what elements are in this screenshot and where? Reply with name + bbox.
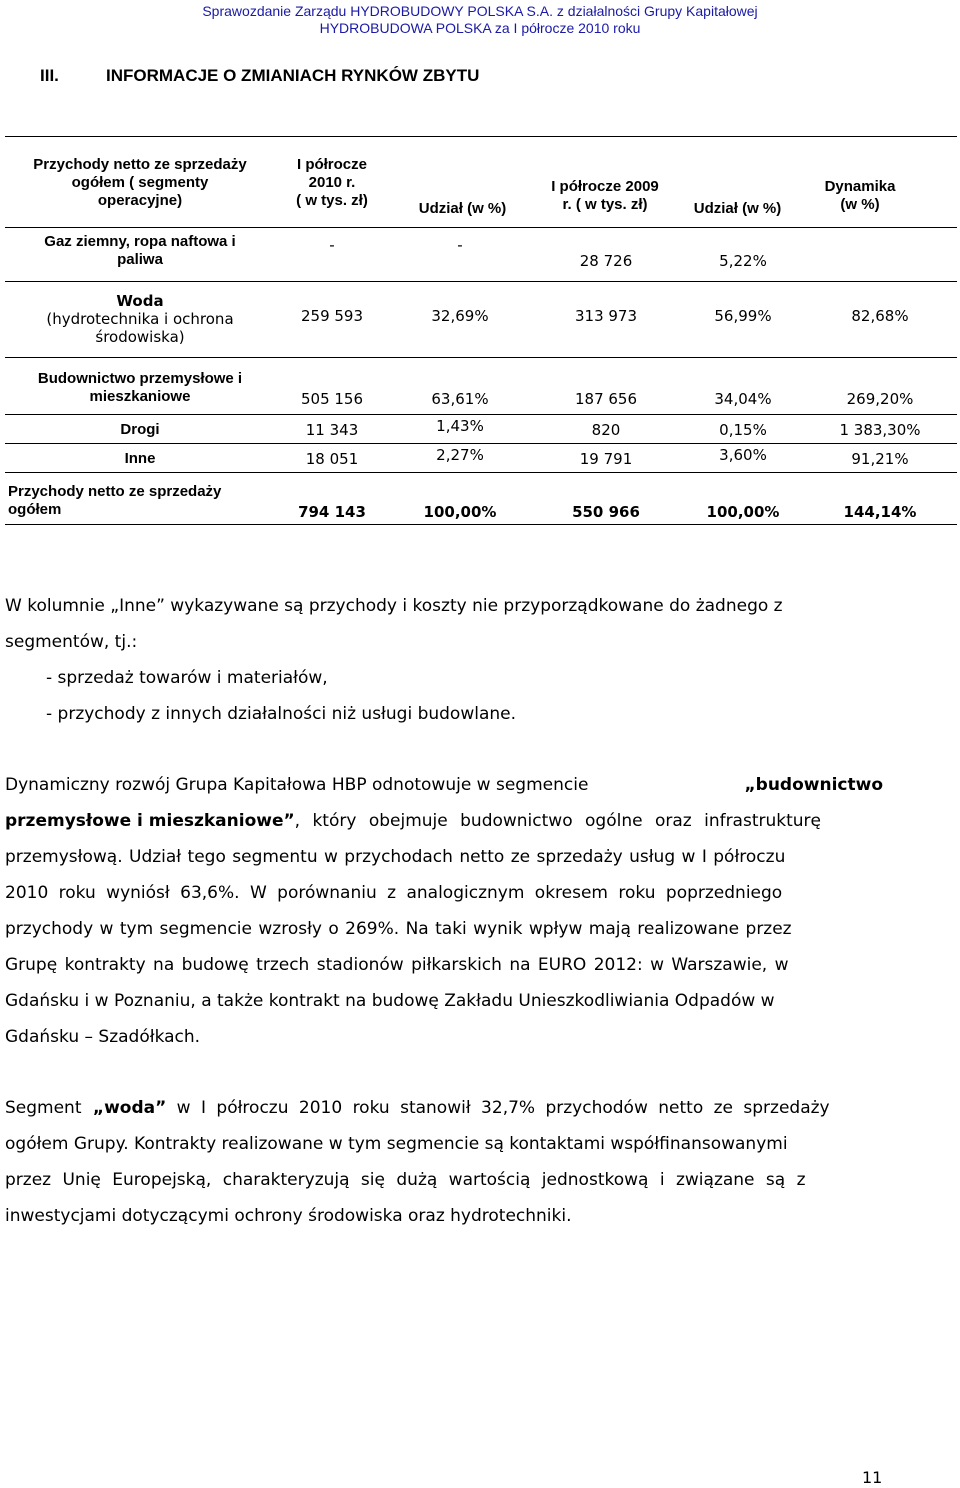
cell-share-2010: 32,69% [431,307,489,325]
row-label-line: Gaz ziemny, ropa naftowa i [44,233,236,250]
cell-dynamics: 91,21% [851,450,909,468]
cell-share-2009: 56,99% [714,307,772,325]
row-label-line: ogółem [8,501,62,518]
cell-value-2010: 505 156 [300,390,364,408]
paragraph-line: przychody w tym segmencie wzrosły o 269%. Na taki wynik wpływ mają realizowane przez [5,919,792,939]
text-span: , który obejmuje budownictwo ogólne oraz infrastrukturę [294,811,821,831]
cell-total-2010: 794 143 [298,503,366,521]
text-span-bold: przemysłowe i mieszkaniowe” [5,811,295,831]
paragraph-line: inwestycjami dotyczącymi ochrony środowiska oraz hydrotechniki. [5,1206,572,1226]
section-number: III. [40,66,59,85]
row-label-line: Woda [116,292,164,310]
header-dynamics-line: (w %) [840,196,880,213]
cell-total-share-2010: 100,00% [423,503,497,521]
cell-share-2010: 2,27% [436,446,484,464]
header-dynamics [810,178,910,214]
text-span: Dynamiczny rozwój Grupa Kapitałowa HBP odnotowuje w segmencie [5,775,594,795]
table-rule [5,281,957,282]
row-label-gas [10,233,270,269]
section-title: INFORMACJE O ZMIANIACH RYNKÓW ZBYTU [106,66,480,85]
cell-value-2010: - [329,236,335,254]
row-label-total [8,483,221,519]
table-rule-header [5,227,957,228]
cell-share-2010: - [457,236,463,254]
row-label-line: (hydrotechnika i ochrona [46,310,234,328]
header-2009-line: r. ( w tys. zł) [562,196,648,213]
table-rule-top [5,136,957,137]
table-rule [5,414,957,415]
row-label-line: mieszkaniowe [89,388,191,405]
cell-value-2010: 18 051 [305,450,359,468]
cell-value-2009: 19 791 [579,450,633,468]
header-dynamics-line: Dynamika [824,178,896,195]
header-2009 [530,178,680,214]
report-header-line2: HYDROBUDOWA POLSKA za I półrocze 2010 roku [319,20,641,36]
cell-total-2009: 550 966 [572,503,640,521]
paragraph-line [5,811,883,831]
report-header-line1: Sprawozdanie Zarządu HYDROBUDOWY POLSKA S.A. z działalności Grupy Kapitałowej [202,3,758,19]
text-span: Segment [5,1098,93,1118]
row-label-water [10,292,270,346]
header-segment-line: Przychody netto ze sprzedaży [33,156,247,173]
cell-dynamics: 1 383,30% [839,421,921,439]
row-label-other: Inne [124,450,156,467]
header-2010-line: I półrocze [296,156,367,173]
cell-value-2009: 28 726 [579,252,633,270]
cell-dynamics: 269,20% [846,390,914,408]
paragraph-line: Gdańsku – Szadółkach. [5,1027,201,1047]
cell-share-2009: 34,04% [714,390,772,408]
paragraph-line [5,1098,830,1118]
paragraph-line: ogółem Grupy. Kontrakty realizowane w tym segmencie są kontaktami współfinansowanymi [5,1134,788,1154]
row-label-line: Budownictwo przemysłowe i [37,370,243,387]
table-rule [5,472,957,473]
note-intro-line1: W kolumnie „Inne” wykazywane są przychody i koszty nie przyporządkowane do żadnego z [5,596,783,616]
cell-value-2009: 187 656 [574,390,638,408]
row-label-line: Przychody netto ze sprzedaży [8,483,222,500]
table-rule [5,443,957,444]
cell-value-2009: 820 [591,421,621,439]
row-label-line: paliwa [117,251,163,268]
header-2010-line: ( w tys. zł) [296,192,368,209]
cell-share-2009: 3,60% [719,446,767,464]
header-share-2009: Udział (w %) [693,200,782,217]
header-share-2010: Udział (w %) [418,200,507,217]
header-segment [10,156,270,210]
paragraph-line: przemysłową. Udział tego segmentu w przychodach netto ze sprzedaży usług w I półroczu [5,847,786,867]
text-span-bold: „budownictwo [744,775,883,795]
row-label-line: środowiska) [95,328,185,346]
row-label-construction [10,370,270,406]
cell-value-2010: 259 593 [300,307,364,325]
row-label-roads: Drogi [120,421,160,438]
table-rule [5,357,957,358]
paragraph-line: przez Unię Europejską, charakteryzują się dużą wartością jednostkową i związane są z [5,1170,806,1190]
cell-value-2009: 313 973 [574,307,638,325]
header-2009-line: I półrocze 2009 [551,178,659,195]
cell-dynamics: 82,68% [851,307,909,325]
note-list-item: - przychody z innych działalności niż usługi budowlane. [46,704,517,724]
paragraph-line: 2010 roku wyniósł 63,6%. W porównaniu z analogicznym okresem roku poprzedniego [5,883,783,903]
header-segment-line: ogółem ( segmenty [71,174,209,191]
paragraph-line: Grupę kontrakty na budowę trzech stadionów piłkarskich na EURO 2012: w Warszawie, w [5,955,789,975]
paragraph-line: Gdańsku i w Poznaniu, a także kontrakt na budowę Zakładu Unieszkodliwiania Odpadów w [5,991,775,1011]
cell-share-2009: 0,15% [719,421,767,439]
page-number: 11 [862,1468,883,1487]
paragraph-line [5,775,883,795]
header-segment-line: operacyjne) [97,192,183,209]
cell-share-2010: 63,61% [431,390,489,408]
cell-share-2010: 1,43% [436,417,484,435]
table-rule-bottom [5,524,957,525]
header-2010 [282,156,382,210]
cell-total-dynamics: 144,14% [843,503,917,521]
text-span: w I półroczu 2010 roku stanowił 32,7% przychodów netto ze sprzedaży [166,1098,830,1118]
cell-total-share-2009: 100,00% [706,503,780,521]
text-span-bold: „woda” [92,1098,167,1118]
note-list-item: - sprzedaż towarów i materiałów, [46,668,328,688]
header-2010-line: 2010 r. [308,174,356,191]
cell-share-2009: 5,22% [719,252,767,270]
cell-value-2010: 11 343 [305,421,359,439]
note-intro-line2: segmentów, tj.: [5,632,138,652]
